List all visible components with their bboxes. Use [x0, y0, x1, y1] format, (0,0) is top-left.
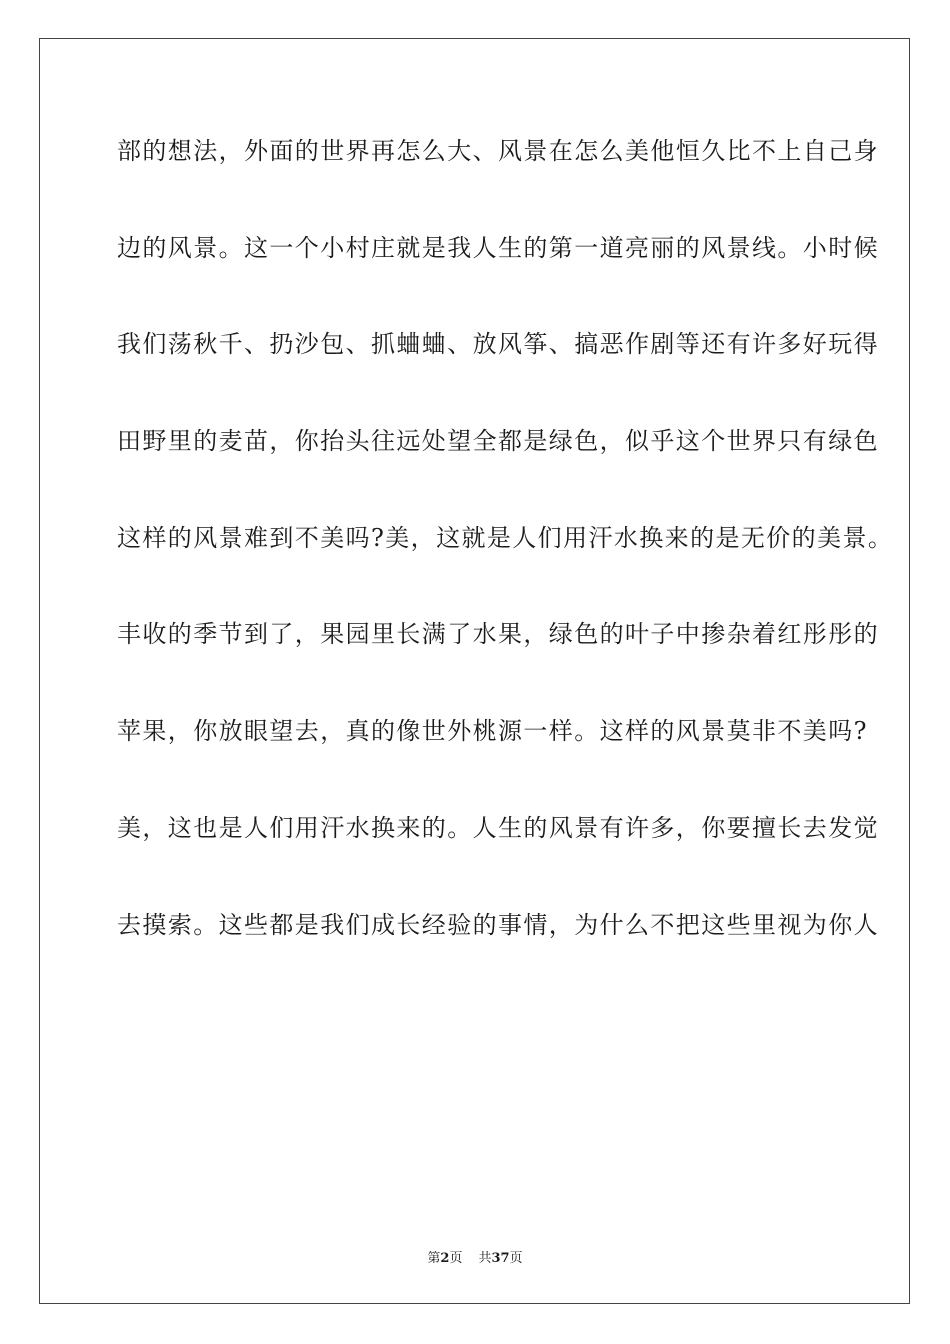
text-line: 苹果，你放眼望去，真的像世外桃源一样。这样的风景莫非不美吗? [117, 717, 868, 746]
total-pages: 37 [491, 1251, 510, 1266]
text-line: 丰收的季节到了，果园里长满了水果，绿色的叶子中掺杂着红彤彤的 [117, 620, 879, 649]
text-line: 边的风景。这一个小村庄就是我人生的第一道亮丽的风景线。小时候 [117, 233, 879, 262]
page-suffix: 页 [449, 1251, 463, 1266]
body-text [117, 125, 894, 995]
total-prefix: 共 [478, 1251, 492, 1266]
page-prefix: 第 [427, 1251, 441, 1266]
page-footer [0, 1247, 950, 1266]
text-line: 美，这也是人们用汗水换来的。人生的风景有许多，你要擅长去发觉 [117, 813, 879, 842]
text-line: 这样的风景难到不美吗?美，这就是人们用汗水换来的是无价的美景。 [117, 523, 894, 552]
text-line: 田野里的麦苗，你抬头往远处望全都是绿色，似乎这个世界只有绿色 [117, 427, 879, 456]
page-number: 2 [440, 1251, 450, 1266]
total-suffix: 页 [509, 1251, 523, 1266]
text-line: 去摸索。这些都是我们成长经验的事情，为什么不把这些里视为你人 [117, 910, 879, 939]
text-line: 部的想法，外面的世界再怎么大、风景在怎么美他恒久比不上自己身 [117, 137, 879, 165]
text-line: 我们荡秋千、扔沙包、抓蛐蛐、放风筝、搞恶作剧等还有许多好玩得 [117, 330, 879, 359]
